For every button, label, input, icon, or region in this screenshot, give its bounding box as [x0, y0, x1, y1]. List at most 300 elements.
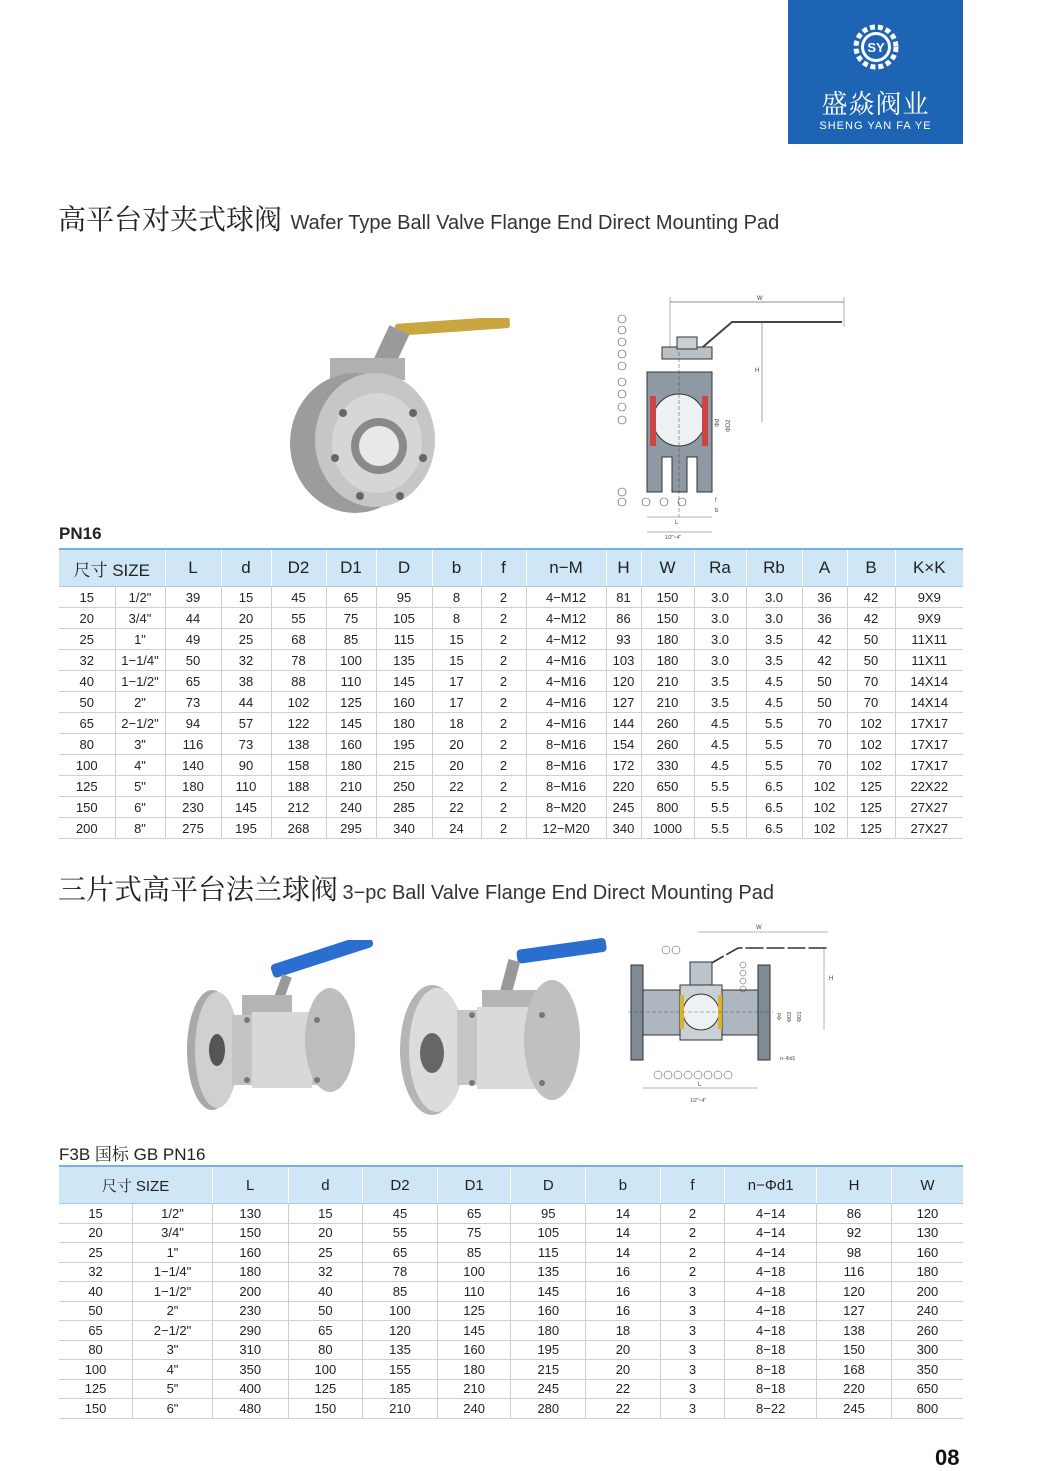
table-cell: 15	[221, 587, 271, 608]
table-cell: 4−M12	[526, 608, 606, 629]
table-cell: 180	[326, 755, 376, 776]
table-cell: 4−M16	[526, 692, 606, 713]
table-cell: 3	[660, 1340, 724, 1360]
table-cell: 180	[376, 713, 432, 734]
table-cell: 100	[437, 1262, 511, 1282]
table-cell: 4−M12	[526, 587, 606, 608]
drawing2-label-size: 1/2"~4"	[690, 1098, 707, 1104]
table-cell: 17	[432, 671, 481, 692]
table-cell: 6"	[115, 797, 165, 818]
table-cell: 110	[437, 1282, 511, 1302]
table-cell: 42	[847, 608, 895, 629]
table-row	[59, 608, 963, 629]
table-cell: 15	[59, 1204, 133, 1224]
table2-header-row	[59, 1166, 963, 1204]
logo-name-en: SHENG YAN FA YE	[819, 120, 932, 132]
table-cell: 98	[817, 1243, 892, 1263]
table-cell: 2"	[133, 1301, 213, 1321]
table-cell: 4−14	[725, 1204, 817, 1224]
table-cell: 36	[802, 608, 847, 629]
table-row	[59, 1399, 963, 1419]
drawing1-label-w: W	[757, 296, 763, 302]
table2-header: n−Φd1	[725, 1166, 817, 1204]
table-cell: 15	[288, 1204, 363, 1224]
table-cell: 290	[212, 1321, 288, 1341]
three-pc-valve-photo-angle	[392, 935, 612, 1125]
table-cell: 20	[221, 608, 271, 629]
table-cell: 85	[326, 629, 376, 650]
table-cell: 145	[221, 797, 271, 818]
table-cell: 3"	[115, 734, 165, 755]
table-cell: 300	[891, 1340, 963, 1360]
table-cell: 127	[817, 1301, 892, 1321]
table-cell: 75	[326, 608, 376, 629]
table-cell: 5"	[115, 776, 165, 797]
three-pc-valve-drawing	[628, 920, 838, 1105]
table-cell: 80	[59, 734, 115, 755]
table-row	[59, 776, 963, 797]
table-cell: 5.5	[694, 776, 746, 797]
table-cell: 78	[271, 650, 326, 671]
table-cell: 2	[481, 650, 526, 671]
table-row	[59, 587, 963, 608]
table-cell: 2	[481, 713, 526, 734]
table-cell: 3.5	[694, 671, 746, 692]
table-cell: 25	[59, 629, 115, 650]
table-cell: 57	[221, 713, 271, 734]
table-cell: 210	[641, 692, 694, 713]
table-cell: 180	[212, 1262, 288, 1282]
table-cell: 2−1/2"	[115, 713, 165, 734]
table-cell: 245	[606, 797, 641, 818]
table-cell: 240	[437, 1399, 511, 1419]
table-cell: 160	[376, 692, 432, 713]
table-cell: 50	[847, 629, 895, 650]
table-cell: 125	[847, 776, 895, 797]
table-cell: 44	[221, 692, 271, 713]
table-cell: 12−M20	[526, 818, 606, 839]
table-cell: 200	[891, 1282, 963, 1302]
table-cell: 145	[511, 1282, 586, 1302]
table-cell: 22X22	[895, 776, 963, 797]
table1-header: d	[221, 549, 271, 587]
table-cell: 3.0	[694, 608, 746, 629]
table1-header: D1	[326, 549, 376, 587]
table-cell: 275	[165, 818, 221, 839]
table-cell: 102	[847, 713, 895, 734]
table1-header: B	[847, 549, 895, 587]
table-cell: 20	[59, 608, 115, 629]
brand-logo	[788, 0, 963, 144]
table-cell: 45	[271, 587, 326, 608]
table-cell: 210	[326, 776, 376, 797]
drawing1-label-d2: ΦD2	[726, 419, 732, 432]
table-cell: 24	[432, 818, 481, 839]
table-cell: 135	[511, 1262, 586, 1282]
table-cell: 103	[606, 650, 641, 671]
table-cell: 1−1/4"	[115, 650, 165, 671]
table-cell: 42	[847, 587, 895, 608]
table-cell: 20	[586, 1360, 661, 1380]
table-cell: 11X11	[895, 629, 963, 650]
table-cell: 4−M16	[526, 671, 606, 692]
table-row	[59, 797, 963, 818]
table-cell: 180	[641, 650, 694, 671]
table-cell: 150	[59, 1399, 133, 1419]
table-cell: 4"	[115, 755, 165, 776]
table-cell: 16	[586, 1282, 661, 1302]
table-cell: 3	[660, 1321, 724, 1341]
table-cell: 3	[660, 1282, 724, 1302]
table-cell: 27X27	[895, 797, 963, 818]
table-cell: 100	[288, 1360, 363, 1380]
table-cell: 195	[511, 1340, 586, 1360]
table-cell: 4.5	[694, 755, 746, 776]
table-cell: 102	[847, 755, 895, 776]
table-cell: 180	[511, 1321, 586, 1341]
table-cell: 50	[802, 692, 847, 713]
logo-name-cn: 盛焱阀业	[821, 90, 930, 120]
table-cell: 25	[221, 629, 271, 650]
table-cell: 2	[481, 755, 526, 776]
table1-header: n−M	[526, 549, 606, 587]
table-cell: 4.5	[746, 692, 802, 713]
three-pc-valve-photo-front	[182, 940, 382, 1120]
table-cell: 120	[606, 671, 641, 692]
table-cell: 125	[847, 797, 895, 818]
table-cell: 38	[221, 671, 271, 692]
table2-header: D1	[437, 1166, 511, 1204]
table2-header: L	[212, 1166, 288, 1204]
table-cell: 27X27	[895, 818, 963, 839]
table-cell: 25	[59, 1243, 133, 1263]
table-cell: 5.5	[694, 797, 746, 818]
table-cell: 93	[606, 629, 641, 650]
table1-header: D2	[271, 549, 326, 587]
table-cell: 4"	[133, 1360, 213, 1380]
table-cell: 800	[891, 1399, 963, 1419]
table-cell: 4−M12	[526, 629, 606, 650]
table-cell: 350	[212, 1360, 288, 1380]
table-cell: 116	[817, 1262, 892, 1282]
table-row	[59, 755, 963, 776]
table-cell: 3	[660, 1360, 724, 1380]
table-cell: 8−M20	[526, 797, 606, 818]
table-cell: 125	[288, 1379, 363, 1399]
table-cell: 17X17	[895, 713, 963, 734]
table-cell: 65	[288, 1321, 363, 1341]
table-cell: 155	[363, 1360, 438, 1380]
table-cell: 3.0	[694, 587, 746, 608]
section1-title	[58, 198, 779, 238]
three-pc-valve-spec-table	[59, 1165, 963, 1419]
table-cell: 102	[802, 776, 847, 797]
table-cell: 138	[271, 734, 326, 755]
table-cell: 230	[165, 797, 221, 818]
table-cell: 160	[891, 1243, 963, 1263]
table-cell: 188	[271, 776, 326, 797]
table-cell: 4.5	[694, 734, 746, 755]
table-cell: 42	[802, 629, 847, 650]
table-cell: 39	[165, 587, 221, 608]
table-cell: 70	[847, 692, 895, 713]
drawing1-label-size: 1/2"~4"	[665, 535, 682, 541]
table-cell: 127	[606, 692, 641, 713]
table-row	[59, 650, 963, 671]
table-cell: 150	[641, 608, 694, 629]
table1-header: K×K	[895, 549, 963, 587]
drawing2-label-w: W	[756, 925, 762, 931]
table-cell: 17X17	[895, 755, 963, 776]
table-cell: 116	[165, 734, 221, 755]
table-cell: 100	[59, 1360, 133, 1380]
table-cell: 125	[326, 692, 376, 713]
table-cell: 120	[817, 1282, 892, 1302]
table-cell: 18	[586, 1321, 661, 1341]
drawing2-label-l: L	[698, 1082, 702, 1088]
table-cell: 70	[802, 755, 847, 776]
table-cell: 3.0	[746, 587, 802, 608]
table-cell: 9X9	[895, 587, 963, 608]
table-cell: 42	[802, 650, 847, 671]
table-cell: 85	[363, 1282, 438, 1302]
table-cell: 73	[165, 692, 221, 713]
table-cell: 102	[847, 734, 895, 755]
table-cell: 122	[271, 713, 326, 734]
table-cell: 6"	[133, 1399, 213, 1419]
table-cell: 65	[59, 713, 115, 734]
table-cell: 3.5	[746, 629, 802, 650]
table-cell: 8"	[115, 818, 165, 839]
table-cell: 3/4"	[115, 608, 165, 629]
table-row	[59, 692, 963, 713]
table-cell: 8	[432, 608, 481, 629]
gear-logo-icon	[851, 20, 901, 74]
table-cell: 240	[326, 797, 376, 818]
table-cell: 400	[212, 1379, 288, 1399]
table-cell: 1−1/2"	[133, 1282, 213, 1302]
table-row	[59, 671, 963, 692]
table-cell: 240	[891, 1301, 963, 1321]
table-cell: 100	[59, 755, 115, 776]
section1-title-en: Wafer Type Ball Valve Flange End Direct Mounting Pad	[290, 212, 780, 234]
table-cell: 2	[481, 776, 526, 797]
table-cell: 145	[326, 713, 376, 734]
table-cell: 150	[59, 797, 115, 818]
table-cell: 85	[437, 1243, 511, 1263]
wafer-valve-spec-table	[59, 548, 963, 839]
table-cell: 245	[817, 1399, 892, 1419]
table-row	[59, 1321, 963, 1341]
table-cell: 3.0	[694, 629, 746, 650]
table-cell: 4−M16	[526, 713, 606, 734]
table-cell: 200	[212, 1282, 288, 1302]
table-cell: 20	[59, 1223, 133, 1243]
table-cell: 65	[59, 1321, 133, 1341]
table-cell: 140	[165, 755, 221, 776]
table-cell: 340	[376, 818, 432, 839]
table-cell: 210	[363, 1399, 438, 1419]
table-cell: 50	[288, 1301, 363, 1321]
table-row	[59, 1379, 963, 1399]
table-cell: 144	[606, 713, 641, 734]
table2-header: f	[660, 1166, 724, 1204]
table-cell: 20	[432, 755, 481, 776]
table2-header: H	[817, 1166, 892, 1204]
table-cell: 8	[432, 587, 481, 608]
table-cell: 3.0	[746, 608, 802, 629]
table-cell: 250	[376, 776, 432, 797]
table-cell: 220	[817, 1379, 892, 1399]
table-cell: 95	[511, 1204, 586, 1224]
table-cell: 3.5	[746, 650, 802, 671]
table-cell: 20	[432, 734, 481, 755]
table-row	[59, 1243, 963, 1263]
table-cell: 32	[59, 1262, 133, 1282]
table1-header: 尺寸 SIZE	[59, 549, 165, 587]
table-cell: 2"	[115, 692, 165, 713]
table-cell: 268	[271, 818, 326, 839]
table-cell: 260	[891, 1321, 963, 1341]
drawing2-label-nd: n−Φd1	[780, 1056, 796, 1062]
table-cell: 80	[288, 1340, 363, 1360]
table-cell: 310	[212, 1340, 288, 1360]
table-cell: 36	[802, 587, 847, 608]
table-cell: 55	[271, 608, 326, 629]
page-number: 08	[935, 1445, 960, 1470]
table-row	[59, 1301, 963, 1321]
section2-standard: F3B 国标 GB PN16	[59, 1145, 206, 1164]
table-cell: 22	[586, 1379, 661, 1399]
table-cell: 195	[221, 818, 271, 839]
table-cell: 215	[511, 1360, 586, 1380]
table-cell: 8−M16	[526, 755, 606, 776]
table-cell: 160	[437, 1340, 511, 1360]
drawing1-label-f: f	[715, 498, 717, 504]
table-row	[59, 1223, 963, 1243]
table-row	[59, 818, 963, 839]
table-cell: 5.5	[694, 818, 746, 839]
table-cell: 138	[817, 1321, 892, 1341]
table-cell: 245	[511, 1379, 586, 1399]
table-cell: 105	[376, 608, 432, 629]
table-cell: 120	[363, 1321, 438, 1341]
table-cell: 68	[271, 629, 326, 650]
table-cell: 2	[481, 797, 526, 818]
table-cell: 65	[437, 1204, 511, 1224]
table-cell: 110	[326, 671, 376, 692]
table-cell: 5.5	[746, 713, 802, 734]
table1-header: b	[432, 549, 481, 587]
table-cell: 65	[165, 671, 221, 692]
drawing1-label-b: b	[715, 508, 719, 514]
table-cell: 158	[271, 755, 326, 776]
table1-header: L	[165, 549, 221, 587]
table-cell: 3	[660, 1399, 724, 1419]
table-cell: 2	[660, 1204, 724, 1224]
table-cell: 94	[165, 713, 221, 734]
table-cell: 20	[288, 1223, 363, 1243]
table-cell: 1000	[641, 818, 694, 839]
table-cell: 2−1/2"	[133, 1321, 213, 1341]
table-cell: 22	[586, 1399, 661, 1419]
table1-header: A	[802, 549, 847, 587]
table-cell: 78	[363, 1262, 438, 1282]
table-cell: 2	[660, 1223, 724, 1243]
table1-header: Ra	[694, 549, 746, 587]
table-cell: 650	[891, 1379, 963, 1399]
table1-header: W	[641, 549, 694, 587]
table-cell: 15	[59, 587, 115, 608]
table-cell: 260	[641, 734, 694, 755]
table-cell: 3	[660, 1301, 724, 1321]
section2-title	[58, 868, 774, 908]
wafer-valve-photo	[285, 318, 515, 518]
table-cell: 86	[606, 608, 641, 629]
table-cell: 70	[802, 734, 847, 755]
table-cell: 1"	[133, 1243, 213, 1263]
table-cell: 2	[481, 587, 526, 608]
table-cell: 14X14	[895, 692, 963, 713]
table-cell: 130	[891, 1223, 963, 1243]
table-cell: 220	[606, 776, 641, 797]
table-cell: 212	[271, 797, 326, 818]
table-cell: 16	[586, 1262, 661, 1282]
table-cell: 195	[376, 734, 432, 755]
table-cell: 4.5	[694, 713, 746, 734]
table-cell: 102	[271, 692, 326, 713]
table-cell: 2	[481, 734, 526, 755]
table-cell: 40	[288, 1282, 363, 1302]
table-cell: 215	[376, 755, 432, 776]
table-cell: 3	[660, 1379, 724, 1399]
table2-header: D	[511, 1166, 586, 1204]
table-cell: 160	[326, 734, 376, 755]
table-cell: 3/4"	[133, 1223, 213, 1243]
table-cell: 280	[511, 1399, 586, 1419]
table-cell: 230	[212, 1301, 288, 1321]
drawing2-label-d: Φd	[777, 1013, 783, 1020]
table-cell: 11X11	[895, 650, 963, 671]
wafer-valve-drawing	[612, 292, 862, 542]
table1-header: Rb	[746, 549, 802, 587]
table-cell: 6.5	[746, 818, 802, 839]
table2-header: W	[891, 1166, 963, 1204]
table-cell: 125	[437, 1301, 511, 1321]
table-cell: 200	[59, 818, 115, 839]
table-cell: 16	[586, 1301, 661, 1321]
drawing1-label-l: L	[675, 520, 679, 526]
table-cell: 95	[376, 587, 432, 608]
table-cell: 2	[481, 671, 526, 692]
table1-header: H	[606, 549, 641, 587]
table-cell: 3"	[133, 1340, 213, 1360]
drawing1-label-d: Φd	[715, 418, 721, 427]
drawing2-label-h: H	[829, 976, 834, 982]
table-cell: 25	[288, 1243, 363, 1263]
table-cell: 40	[59, 671, 115, 692]
table1-header-row	[59, 549, 963, 587]
table-cell: 40	[59, 1282, 133, 1302]
table-cell: 210	[437, 1379, 511, 1399]
table-cell: 17X17	[895, 734, 963, 755]
table-cell: 100	[326, 650, 376, 671]
table-cell: 4.5	[746, 671, 802, 692]
table-cell: 70	[802, 713, 847, 734]
table-cell: 330	[641, 755, 694, 776]
table2-header: 尺寸 SIZE	[59, 1166, 212, 1204]
table-cell: 130	[212, 1204, 288, 1224]
